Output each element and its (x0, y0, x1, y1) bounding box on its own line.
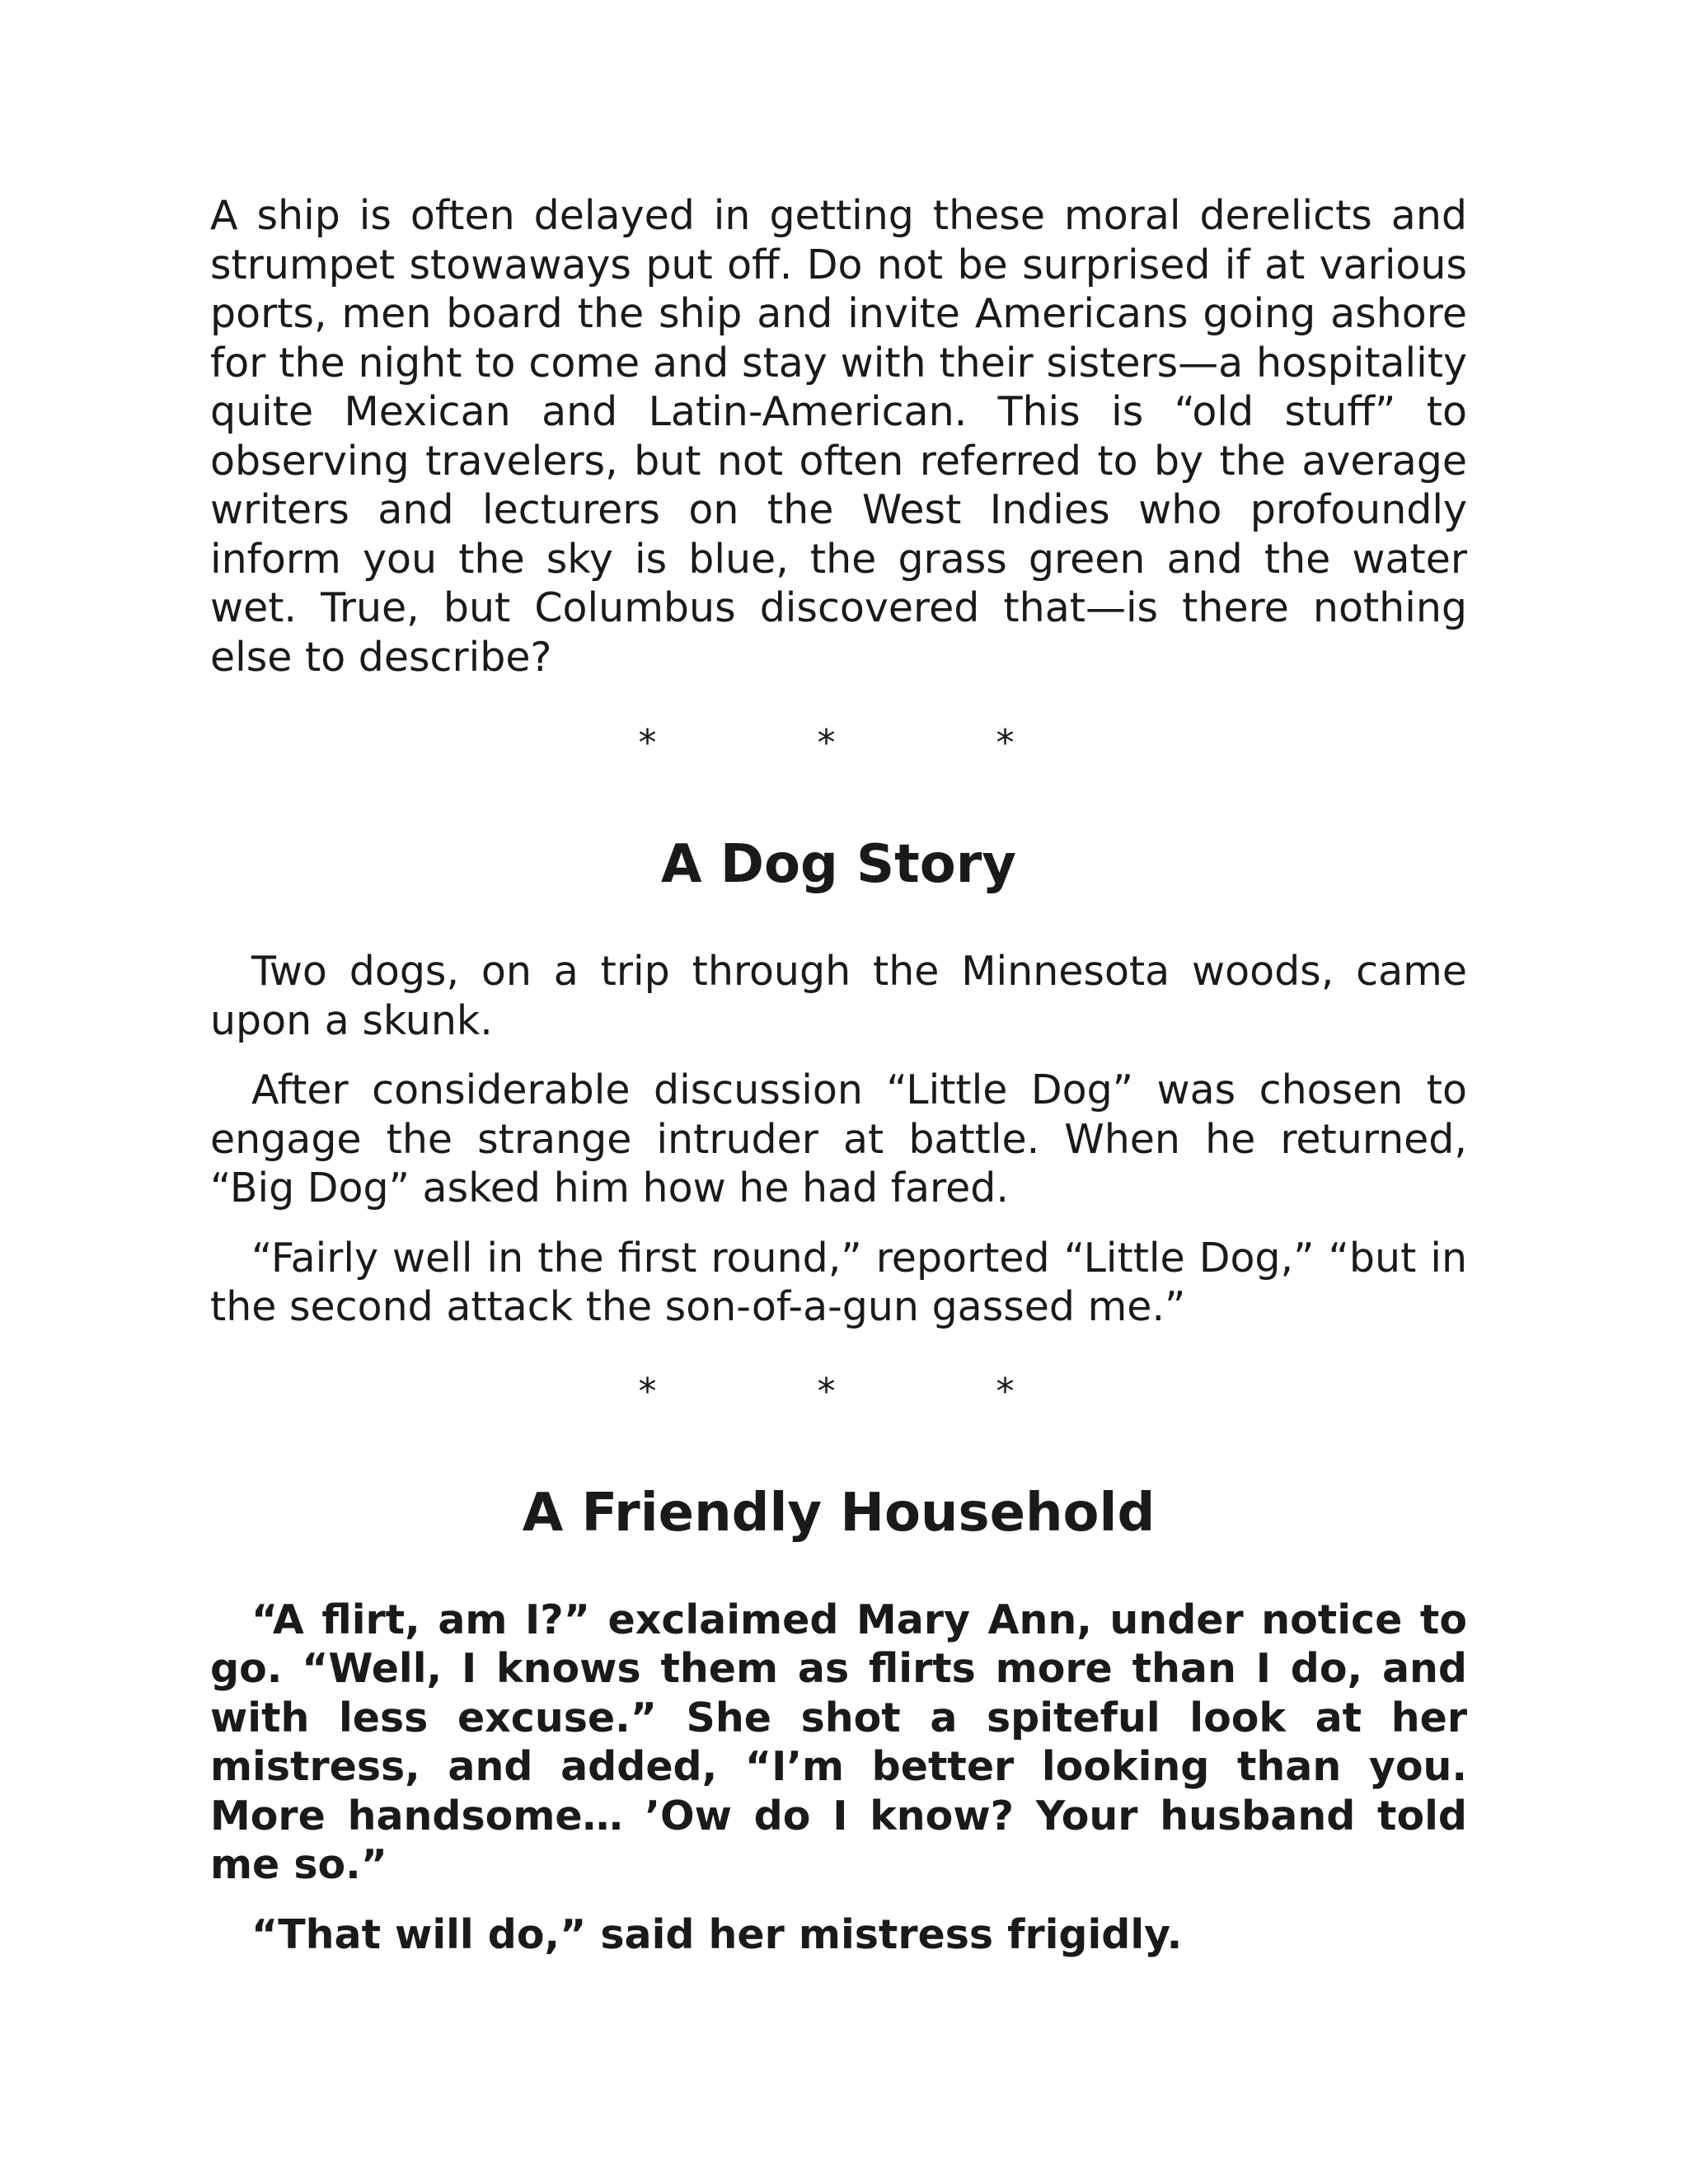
page-body (210, 191, 1467, 1959)
dog-story-paragraph: Two dogs, on a trip through the Minnesota woods, came upon a skunk. (210, 948, 1467, 1044)
separator-star: * (996, 1370, 1015, 1413)
separator-star: * (996, 722, 1015, 764)
section-separator (185, 1363, 1467, 1413)
section-separator (185, 715, 1467, 764)
separator-star: * (638, 1370, 657, 1413)
household-paragraph: “That will do,” said her mistress frigidly. (251, 1910, 1183, 1958)
separator-star: * (817, 1370, 836, 1413)
section-title-friendly-household: A Friendly Household (522, 1482, 1156, 1544)
section-title-dog-story: A Dog Story (661, 834, 1016, 895)
separator-star: * (638, 722, 657, 764)
separator-star: * (817, 722, 836, 764)
dog-story-paragraph: After considerable discussion “Little Dog” was chosen to engage the strange intruder at battle. When he returned, “Big Dog” asked him how he had fared. (210, 1066, 1467, 1212)
household-paragraph: “A flirt, am I?” exclaimed Mary Ann, under notice to go. “Well, I knows them as flirts more than I do, and with less excuse.” She shot a spiteful look at her mistress, and added, “I’m better looking than you. More handsome… ’Ow do I know? Your husband told me so.” (210, 1596, 1467, 1888)
dog-story-paragraph: “Fairly well in the first round,” reported “Little Dog,” “but in the second attack the son-of-a-gun gassed me.” (210, 1234, 1467, 1330)
intro-paragraph: A ship is often delayed in getting these moral derelicts and strumpet stowaways put off. Do not be surprised if at various ports, men board the ship and invite Americans going ashore for the night to come and stay with their sisters—a hospitality quite Mexican and Latin-American. This is “old stuff” to observing travelers, but not often referred to by the average writers and lecturers on the West Indies who profoundly inform you the sky is blue, the grass green and the water wet. True, but Columbus discovered that—is there nothing else to describe? (210, 192, 1467, 681)
